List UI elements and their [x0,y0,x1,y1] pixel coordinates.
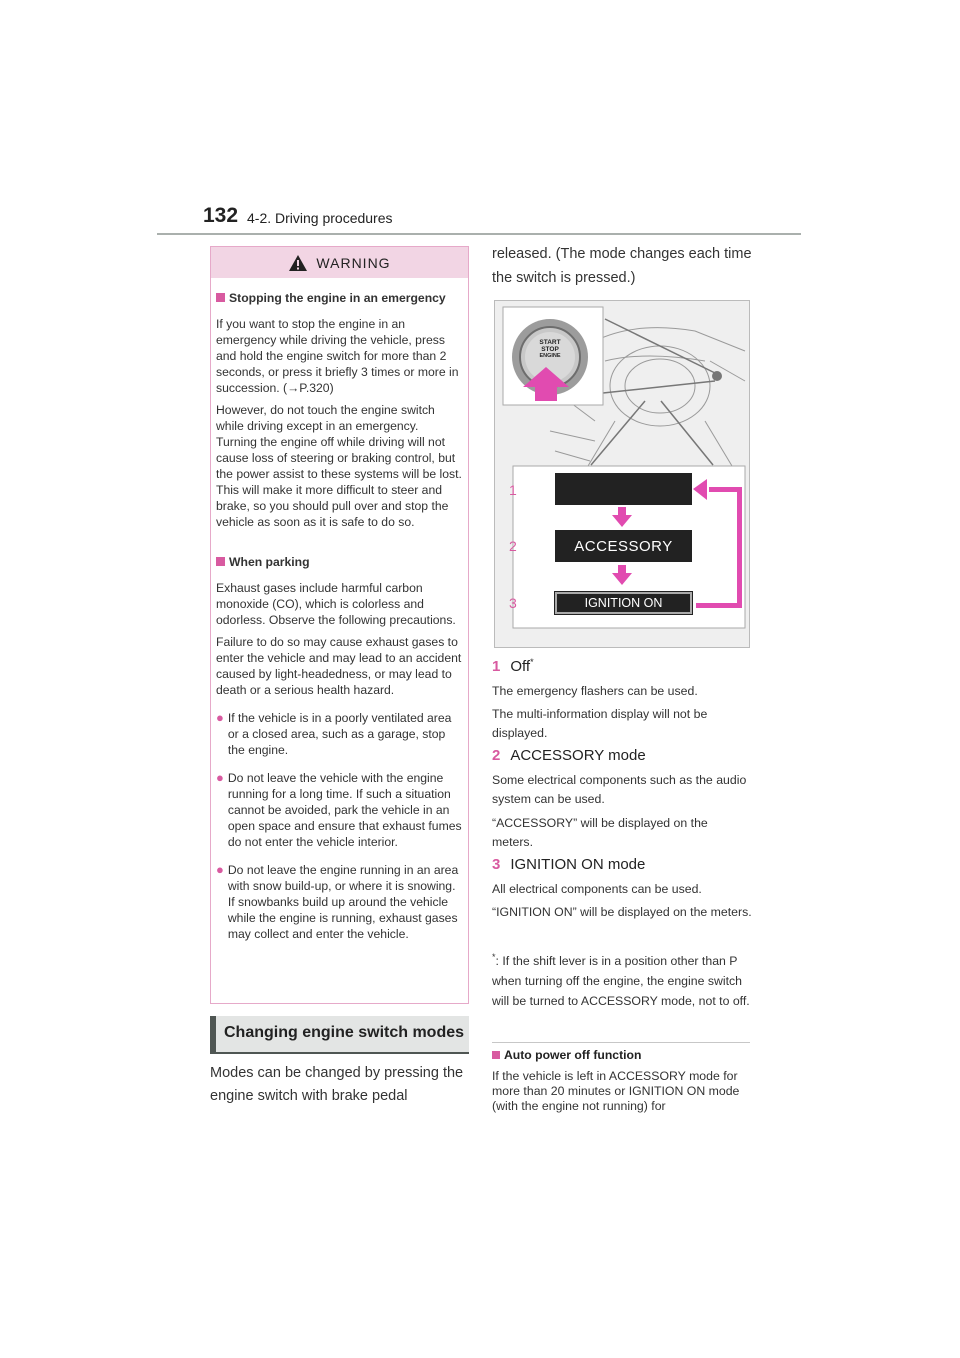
mode-ignition-desc-1: All electrical components can be used. [492,882,702,896]
warning-bullet: ● Do not leave the engine running in an area with snow build-up, or where it is snowing. If snowbanks build up around the vehicle while the engine is running, exhaust gases may collect and enter the vehicle. [216,862,459,941]
warning-subtitle-emergency: Stopping the engine in an emergency [216,290,462,306]
bullet-dot-icon: ● [216,862,224,877]
diagram-number: 3 [509,595,517,611]
mode-ignition-heading: 3 IGNITION ON mode [492,856,646,873]
intro-text-right: released. (The mode changes each time the switch is pressed.) [492,246,752,286]
footnote: *: If the shift lever is in a position other than P when turning off the engine, the engine switch will be turned to ACCESSORY mode, not to off. [492,952,750,1009]
header-divider [157,233,801,235]
warning-subtitle-parking: When parking [216,554,462,570]
warning-header [211,247,468,278]
mode-off-heading: 1 Off* [492,657,534,675]
mode-ignition-desc-2: “IGNITION ON” will be displayed on the meters. [492,905,752,919]
section-heading: Changing engine switch modes [210,1016,469,1052]
warning-box [210,246,469,1004]
warning-bullet: ● If the vehicle is in a poorly ventilated area or a closed area, such as a garage, stop the engine. [216,710,452,757]
diagram-number: 1 [509,482,517,498]
auto-power-off-text: If the vehicle is left in ACCESSORY mode for more than 20 minutes or IGNITION ON mode (with the engine not running) for [492,1069,740,1113]
warning-paragraph: Failure to do so may cause exhaust gases to enter the vehicle and may lead to an accident caused by light-headedness, or may lead to death or a serious health hazard. [216,635,462,697]
square-bullet-icon [216,293,225,302]
auto-power-off-title: Auto power off function [492,1048,641,1062]
warning-title: WARNING [316,254,391,271]
warning-paragraph: However, do not touch the engine switch while driving except in an emergency. Turning the engine off while driving will not cause loss of steering or braking control, but the power assist to these systems will be lost. This will make it more difficult to steer and brake, so you should pull over and stop the vehicle as soon as it is safe to do so. [216,403,462,529]
bullet-dot-icon: ● [216,710,224,725]
mode-accessory-desc-1: Some electrical components such as the audio system can be used. [492,773,747,806]
mode-bar-accessory: ACCESSORY [555,530,692,562]
mode-accessory-heading: 2 ACCESSORY mode [492,747,646,764]
intro-text-left: Modes can be changed by pressing the engine switch with brake pedal [210,1065,464,1104]
warning-paragraph: Exhaust gases include harmful carbon monoxide (CO), which is colorless and odorless. Observe the following precautions. [216,581,456,627]
mode-bar-ignition-on: IGNITION ON [555,592,692,614]
engine-switch-figure [494,300,750,648]
start-stop-button-label: START STOP ENGINE [539,339,561,359]
section-heading-rule [210,1052,469,1054]
right-divider [492,1042,750,1043]
warning-bullet: ● Do not leave the vehicle with the engine running for a long time. If such a situation cannot be avoided, park the vehicle in an open space and ensure that exhaust fumes do not enter the vehicle interior. [216,770,462,849]
mode-accessory-desc-2: “ACCESSORY” will be displayed on the meters. [492,816,708,849]
section-title: 4-2. Driving procedures [247,210,393,226]
square-bullet-icon [216,557,225,566]
mode-flow-arrows [495,301,750,648]
square-bullet-icon [492,1051,500,1059]
mode-off-desc-2: The multi-information display will not be displayed. [492,707,708,740]
bullet-dot-icon: ● [216,770,224,785]
warning-body [211,278,468,942]
warning-paragraph: If you want to stop the engine in an emergency while driving the vehicle, press and hold the engine switch for more than 2 seconds, or press it briefly 3 times or more in succession. (→P.320) [216,317,459,395]
mode-off-desc-1: The emergency flashers can be used. [492,684,698,698]
page-number: 132 [203,204,239,227]
diagram-number: 2 [509,538,517,554]
warning-triangle-icon [288,254,308,272]
